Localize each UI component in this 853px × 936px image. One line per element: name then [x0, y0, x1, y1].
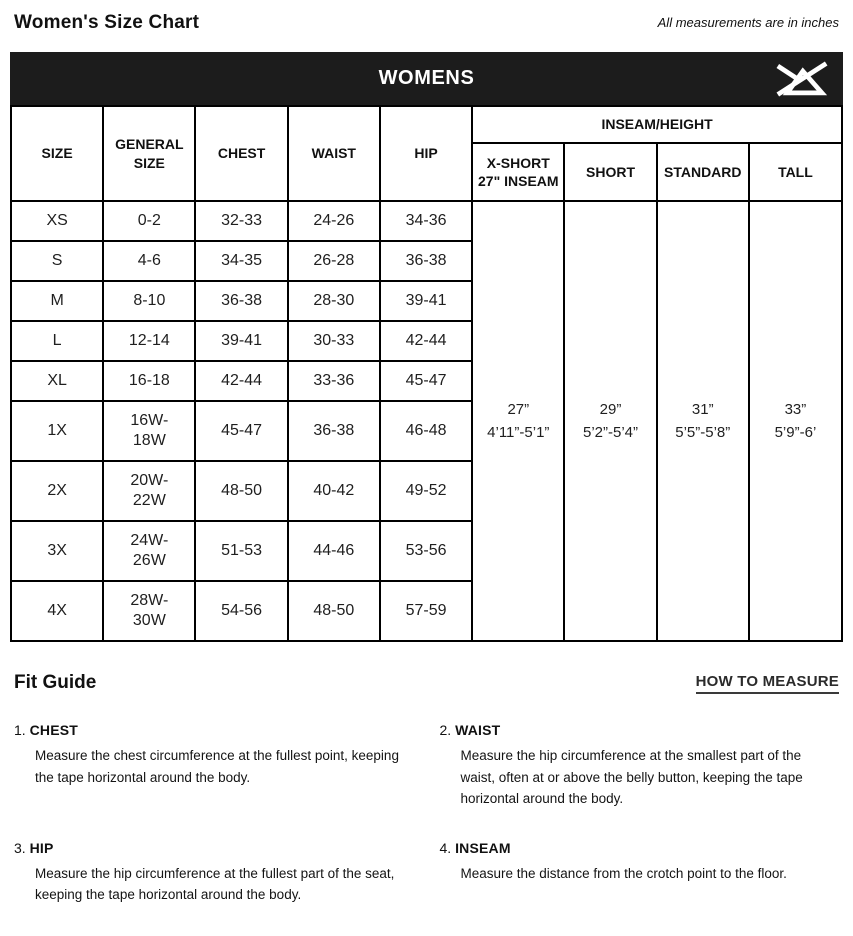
fit-guide-title: Fit Guide — [14, 672, 97, 693]
cell-chest: 51-53 — [195, 521, 287, 581]
item-description: Measure the chest circumference at the fullest point, keeping the tape horizontal around the body. — [35, 748, 399, 785]
cell-general-size — [103, 521, 195, 581]
cell-chest: 54-56 — [195, 581, 287, 641]
header-size: SIZE — [11, 106, 103, 201]
cell-hip: 34-36 — [380, 201, 472, 241]
cell-inseam-tall — [749, 201, 842, 641]
cell-hip: 46-48 — [380, 401, 472, 461]
inseam-value: 33” — [784, 400, 807, 418]
fit-guide-item-chest — [14, 722, 414, 810]
cell-chest: 42-44 — [195, 361, 287, 401]
womens-banner — [10, 52, 843, 105]
header-chest: CHEST — [195, 106, 287, 201]
cell-hip: 53-56 — [380, 521, 472, 581]
fit-guide-item-heading — [14, 840, 414, 856]
cell-size: 1X — [11, 401, 103, 461]
fit-guide-item-heading — [14, 722, 414, 738]
fit-guide-grid — [14, 722, 839, 906]
cell-waist: 44-46 — [288, 521, 380, 581]
fit-guide-item-waist — [440, 722, 840, 810]
general-size-value: 28W-30W — [130, 592, 169, 629]
header-waist: WAIST — [288, 106, 380, 201]
how-to-measure-link[interactable]: HOW TO MEASURE — [696, 673, 839, 694]
item-label: CHEST — [29, 722, 79, 738]
height-range: 4’11”-5’1” — [487, 424, 550, 441]
cell-general-size: 8-10 — [103, 281, 195, 321]
page-title: Women's Size Chart — [14, 12, 200, 33]
cell-size: 4X — [11, 581, 103, 641]
cell-inseam-standard — [657, 201, 749, 641]
cell-hip: 45-47 — [380, 361, 472, 401]
cell-chest: 34-35 — [195, 241, 287, 281]
header-general-size: GENERAL SIZE — [103, 106, 195, 201]
header-x-short: X-SHORT 27" INSEAM — [472, 143, 564, 201]
item-number: 2. — [439, 722, 452, 738]
item-label: INSEAM — [455, 839, 511, 856]
inseam-value: 27” — [507, 400, 530, 418]
fit-guide-item-heading — [440, 840, 840, 856]
cell-waist: 28-30 — [288, 281, 380, 321]
header-tall: TALL — [749, 143, 842, 201]
item-number: 3. — [14, 839, 26, 856]
general-size-value: 16W-18W — [130, 412, 169, 449]
cell-hip: 36-38 — [380, 241, 472, 281]
measurements-note: All measurements are in inches — [657, 15, 839, 30]
cell-size: XS — [11, 201, 103, 241]
cell-waist: 48-50 — [288, 581, 380, 641]
cell-general-size — [103, 401, 195, 461]
general-size-value: 24W-26W — [130, 532, 169, 569]
height-range: 5’2”-5’4” — [583, 424, 639, 441]
table-header-row — [11, 106, 842, 143]
cell-waist: 26-28 — [288, 241, 380, 281]
header-hip: HIP — [380, 106, 472, 201]
cell-hip: 49-52 — [380, 461, 472, 521]
cell-inseam-x-short — [472, 201, 564, 641]
banner-title: WOMENS — [378, 67, 475, 89]
cell-waist: 24-26 — [288, 201, 380, 241]
cell-size: 3X — [11, 521, 103, 581]
header-inseam-height-group: INSEAM/HEIGHT — [472, 106, 842, 143]
height-range: 5’9”-6’ — [774, 424, 817, 441]
cell-waist: 30-33 — [288, 321, 380, 361]
inseam-value: 29” — [599, 400, 622, 418]
cell-chest: 36-38 — [195, 281, 287, 321]
item-label: HIP — [29, 839, 54, 856]
height-range: 5’5”-5’8” — [675, 424, 731, 441]
cell-waist: 40-42 — [288, 461, 380, 521]
size-chart-table — [10, 105, 843, 642]
arctix-x-logo-icon — [774, 60, 830, 98]
page-header — [10, 12, 843, 34]
cell-chest: 39-41 — [195, 321, 287, 361]
header-standard: STANDARD — [657, 143, 749, 201]
cell-chest: 45-47 — [195, 401, 287, 461]
item-number: 4. — [439, 839, 452, 856]
cell-inseam-short — [564, 201, 656, 641]
cell-general-size: 16-18 — [103, 361, 195, 401]
cell-chest: 48-50 — [195, 461, 287, 521]
cell-general-size: 0-2 — [103, 201, 195, 241]
cell-waist: 36-38 — [288, 401, 380, 461]
item-description: Measure the hip circumference at the smallest part of the waist, often at or above the belly button, keeping the tape horizontal around the body. — [460, 748, 803, 807]
cell-size: XL — [11, 361, 103, 401]
cell-hip: 39-41 — [380, 281, 472, 321]
table-row-xs — [11, 201, 842, 241]
fit-guide-section — [10, 672, 843, 906]
cell-size: 2X — [11, 461, 103, 521]
item-description: Measure the distance from the crotch point to the floor. — [460, 865, 787, 881]
cell-size: L — [11, 321, 103, 361]
item-description: Measure the hip circumference at the fullest part of the seat, keeping the tape horizontal around the body. — [35, 865, 395, 903]
header-short: SHORT — [564, 143, 656, 201]
cell-general-size: 12-14 — [103, 321, 195, 361]
cell-waist: 33-36 — [288, 361, 380, 401]
cell-size: S — [11, 241, 103, 281]
cell-chest: 32-33 — [195, 201, 287, 241]
item-label: WAIST — [455, 722, 501, 738]
inseam-value: 31” — [691, 400, 714, 418]
fit-guide-item-inseam — [440, 840, 840, 906]
cell-size: M — [11, 281, 103, 321]
fit-guide-item-hip — [14, 840, 414, 906]
fit-guide-header — [14, 672, 839, 694]
cell-general-size — [103, 581, 195, 641]
general-size-value: 20W-22W — [130, 472, 169, 509]
item-number: 1. — [14, 722, 26, 738]
fit-guide-item-heading — [440, 722, 840, 738]
cell-general-size: 4-6 — [103, 241, 195, 281]
cell-hip: 42-44 — [380, 321, 472, 361]
cell-hip: 57-59 — [380, 581, 472, 641]
cell-general-size — [103, 461, 195, 521]
